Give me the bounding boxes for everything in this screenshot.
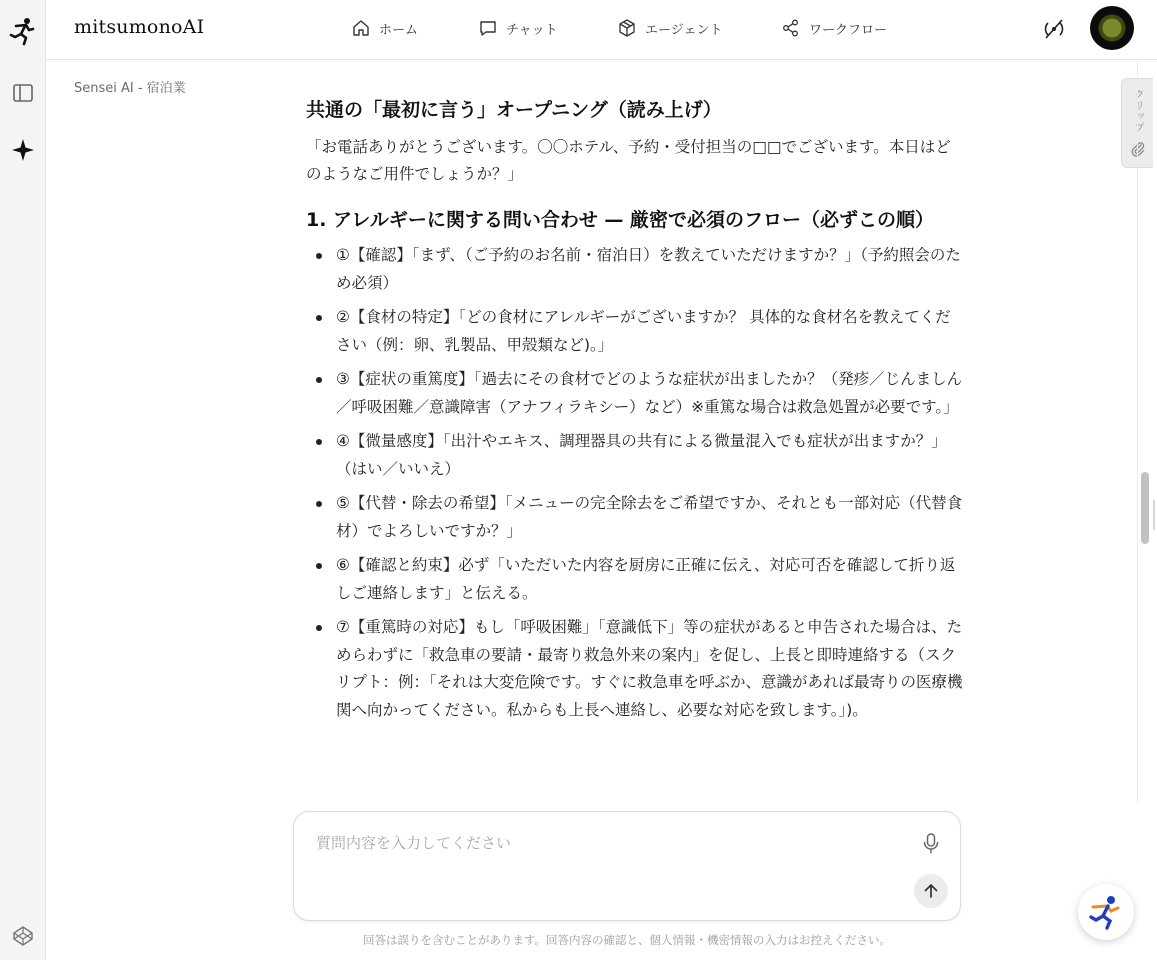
broadcast-icon[interactable] <box>1042 17 1066 41</box>
nav-workflow[interactable] <box>781 16 887 40</box>
ninja-mascot-icon <box>1087 893 1125 931</box>
nav-chat-label: チャット <box>506 22 558 38</box>
scrollbar-thumb[interactable] <box>1141 472 1149 544</box>
opening-heading: 共通の「最初に言う」オープニング（読み上げ） <box>306 99 722 121</box>
nav-workflow-label: ワークフロー <box>809 22 888 38</box>
home-icon <box>351 18 371 38</box>
nav-agent-label: エージェント <box>645 22 723 38</box>
flow-heading: 1. アレルギーに関する問い合わせ — 厳密で必須のフロー（必ずこの順） <box>306 209 935 231</box>
outer-scrollbar[interactable] <box>1153 500 1155 530</box>
left-sidebar <box>0 0 46 960</box>
codepen-icon[interactable] <box>8 921 38 951</box>
nav-chat[interactable] <box>478 16 558 40</box>
list-item: ⑦【重篤時の対応】もし「呼吸困難」「意識低下」等の症状があると申告された場合は、ためらわずに「救急車の要請・最寄り救急外来の案内」を促し、上長と即時連絡する（スクリプト：例：「それは大変危険です。すぐに救急車を呼ぶか、意識があれば最寄りの医療機関へ向かってください。私からも上長へ連絡し、必要な対応を致します。」)。 <box>306 614 966 724</box>
arrow-up-icon <box>922 882 940 900</box>
question-input[interactable] <box>316 832 896 892</box>
list-item: ⑥【確認と約束】必ず「いただいた内容を厨房に正確に伝え、対応可否を確認して折り返しご連絡します」と伝える。 <box>306 552 966 607</box>
clip-tab-label: クリップ <box>1132 89 1143 133</box>
nav-home[interactable] <box>351 16 418 40</box>
opening-text: 「お電話ありがとうございます。〇〇ホテル、予約・受付担当の□□でございます。本日はどのようなご用件でしょうか？」 <box>306 138 951 183</box>
toggle-sidebar-icon[interactable] <box>8 78 38 108</box>
brand-name[interactable]: mitsumonoAI <box>74 16 205 38</box>
nav-home-label: ホーム <box>379 22 419 38</box>
step-list <box>306 242 966 724</box>
scrollbar-track[interactable] <box>1137 60 1151 802</box>
sparkle-icon[interactable] <box>8 135 38 165</box>
list-item: ⑤【代替・除去の希望】「メニューの完全除去をご希望ですか、それとも一部対応（代替食材）でよろしいですか？」 <box>306 490 966 545</box>
cube-icon <box>617 18 637 38</box>
list-item: ④【微量感度】「出汁やエキス、調理器具の共有による微量混入でも症状が出ますか？」（はい／いいえ） <box>306 428 966 483</box>
assistant-fab-button[interactable] <box>1078 884 1134 940</box>
list-item: ③【症状の重篤度】「過去にその食材でどのような症状が出ましたか？（発疹／じんましん／呼吸困難／意識障害（アナフィラキシー）など）※重篤な場合は救急処置が必要です。」 <box>306 366 966 421</box>
user-avatar[interactable] <box>1090 6 1134 50</box>
microphone-icon[interactable] <box>920 832 942 854</box>
list-item: ①【確認】「まず、（ご予約のお名前・宿泊日）を教えていただけますか？」（予約照会のため必須） <box>306 242 966 297</box>
send-button[interactable] <box>914 874 948 908</box>
assistant-message <box>306 96 966 731</box>
share-icon <box>781 18 801 38</box>
disclaimer: 回答は誤りを含むことがあります。回答内容の確認と、個人情報・機密情報の入力はお控えください。 <box>362 933 892 947</box>
chat-icon <box>478 18 498 38</box>
list-item: ②【食材の特定】「どの食材にアレルギーがございますか？ 具体的な食材名を教えてください（例：卵、乳製品、甲殻類など)。」 <box>306 304 966 359</box>
nav-agent[interactable] <box>617 16 722 40</box>
breadcrumb[interactable]: Sensei AI - 宿泊業 <box>74 81 186 96</box>
logo-runner-icon[interactable] <box>8 16 38 46</box>
top-bar <box>46 0 1157 60</box>
composer <box>293 811 961 921</box>
